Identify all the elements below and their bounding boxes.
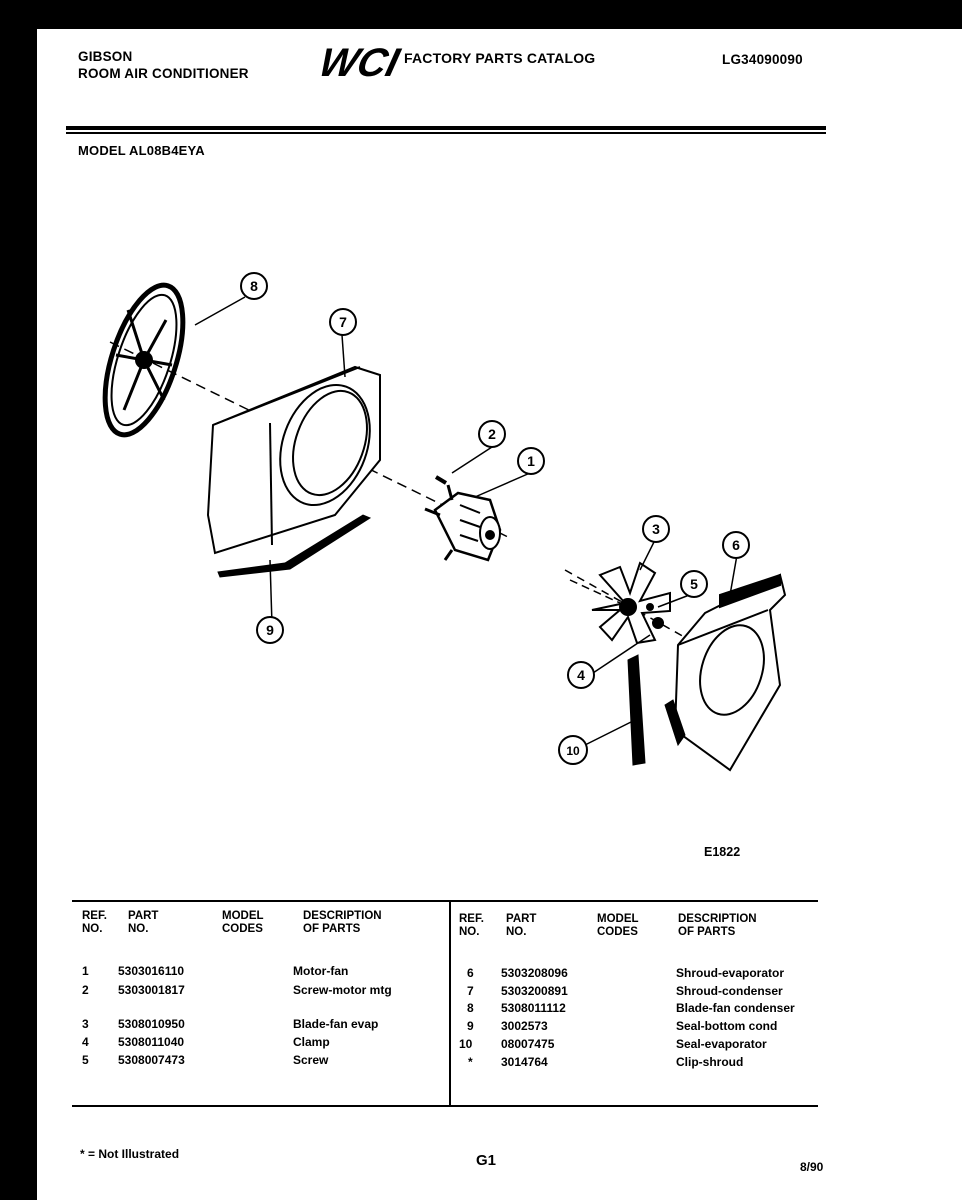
callout-8 bbox=[241, 273, 267, 299]
callout-9 bbox=[257, 617, 283, 643]
header-model-codes: MODEL CODES bbox=[222, 910, 264, 935]
brand-name: GIBSON bbox=[78, 49, 133, 64]
part-description: Screw bbox=[293, 1053, 329, 1067]
brand-block bbox=[78, 48, 249, 82]
part-number: 5308010950 bbox=[118, 1017, 185, 1031]
table-top-rule bbox=[72, 900, 818, 902]
header-description-right: DESCRIPTION OF PARTS bbox=[678, 913, 757, 938]
table-row: 4 bbox=[82, 1035, 89, 1049]
product-type: ROOM AIR CONDITIONER bbox=[78, 66, 249, 81]
motor-mount-screw bbox=[436, 477, 446, 483]
logo-text: WCI bbox=[314, 39, 404, 85]
callout-4 bbox=[568, 662, 594, 688]
catalog-date: 8/90 bbox=[800, 1160, 824, 1174]
catalog-number: LG34090090 bbox=[722, 52, 803, 67]
callout-2 bbox=[479, 421, 505, 447]
callout-5 bbox=[681, 571, 707, 597]
table-row: 5 bbox=[82, 1053, 89, 1067]
figure-code: E1822 bbox=[704, 845, 741, 859]
callout-6 bbox=[723, 532, 749, 558]
svg-text:3: 3 bbox=[652, 521, 660, 537]
callout-1 bbox=[518, 448, 544, 474]
header-model-codes-right: MODEL CODES bbox=[597, 913, 639, 938]
table-row: 1 bbox=[82, 964, 89, 978]
part-number: 5308007473 bbox=[118, 1053, 185, 1067]
part-description: Blade-fan evap bbox=[293, 1017, 379, 1031]
table-row: 3 bbox=[82, 1017, 89, 1031]
svg-text:4: 4 bbox=[577, 667, 585, 683]
table-row: 7 bbox=[467, 984, 474, 998]
part-number: 5303208096 bbox=[501, 966, 568, 980]
fan-screw bbox=[647, 604, 653, 610]
header-rule bbox=[66, 126, 826, 130]
part-description: Clip-shroud bbox=[676, 1055, 744, 1069]
part-description: Shroud-condenser bbox=[676, 984, 783, 998]
svg-text:2: 2 bbox=[488, 426, 496, 442]
wci-logo bbox=[314, 36, 405, 86]
svg-text:1: 1 bbox=[527, 453, 535, 469]
header-ref-no-right: REF. NO. bbox=[459, 913, 484, 938]
part-number: 08007475 bbox=[501, 1037, 555, 1051]
svg-text:5: 5 bbox=[690, 576, 698, 592]
header-description: DESCRIPTION OF PARTS bbox=[303, 910, 382, 935]
table-row: 8 bbox=[467, 1001, 474, 1015]
header-part-no-right: PART NO. bbox=[506, 913, 537, 938]
part-number: 3014764 bbox=[501, 1055, 548, 1069]
callout-10 bbox=[559, 736, 587, 764]
model-label: MODEL AL08B4EYA bbox=[78, 143, 205, 158]
table-row: 10 bbox=[459, 1037, 473, 1051]
table-row: * bbox=[468, 1055, 473, 1069]
part-number: 3002573 bbox=[501, 1019, 548, 1033]
page-number: G1 bbox=[476, 1152, 497, 1169]
part-description: Motor-fan bbox=[293, 964, 349, 978]
part-description: Blade-fan condenser bbox=[676, 1001, 795, 1015]
not-illustrated-note: * = Not Illustrated bbox=[80, 1147, 180, 1161]
svg-text:6: 6 bbox=[732, 537, 740, 553]
evaporator-fan-blade bbox=[570, 563, 670, 643]
fan-clamp bbox=[653, 618, 663, 628]
evaporator-shroud bbox=[665, 575, 785, 770]
condenser-fan-blade bbox=[89, 276, 198, 444]
part-description: Clamp bbox=[293, 1035, 330, 1049]
svg-text:9: 9 bbox=[266, 622, 274, 638]
svg-text:8: 8 bbox=[250, 278, 258, 294]
part-number: 5308011040 bbox=[118, 1035, 185, 1049]
part-description: Seal-evaporator bbox=[676, 1037, 767, 1051]
part-description: Screw-motor mtg bbox=[293, 983, 392, 997]
table-bottom-rule bbox=[72, 1105, 818, 1107]
seal-evaporator bbox=[628, 655, 645, 765]
part-description: Seal-bottom cond bbox=[676, 1019, 778, 1033]
callout-3 bbox=[643, 516, 669, 542]
table-row: 9 bbox=[467, 1019, 474, 1033]
header-part-no: PART NO. bbox=[128, 910, 159, 935]
header-rule-thin bbox=[66, 132, 826, 134]
part-description: Shroud-evaporator bbox=[676, 966, 785, 980]
part-number: 5303016110 bbox=[118, 964, 185, 978]
exploded-parts-diagram bbox=[80, 215, 840, 775]
callout-7 bbox=[330, 309, 356, 335]
table-row: 2 bbox=[82, 983, 89, 997]
svg-text:7: 7 bbox=[339, 314, 347, 330]
part-number: 5303001817 bbox=[118, 983, 185, 997]
fan-motor bbox=[425, 485, 500, 560]
table-divider bbox=[449, 900, 451, 1105]
part-number: 5303200891 bbox=[501, 984, 568, 998]
header-ref-no: REF. NO. bbox=[82, 910, 107, 935]
part-number: 5308011112 bbox=[501, 1001, 566, 1015]
svg-text:10: 10 bbox=[566, 744, 580, 758]
table-row: 6 bbox=[467, 966, 474, 980]
catalog-title: FACTORY PARTS CATALOG bbox=[404, 50, 596, 66]
